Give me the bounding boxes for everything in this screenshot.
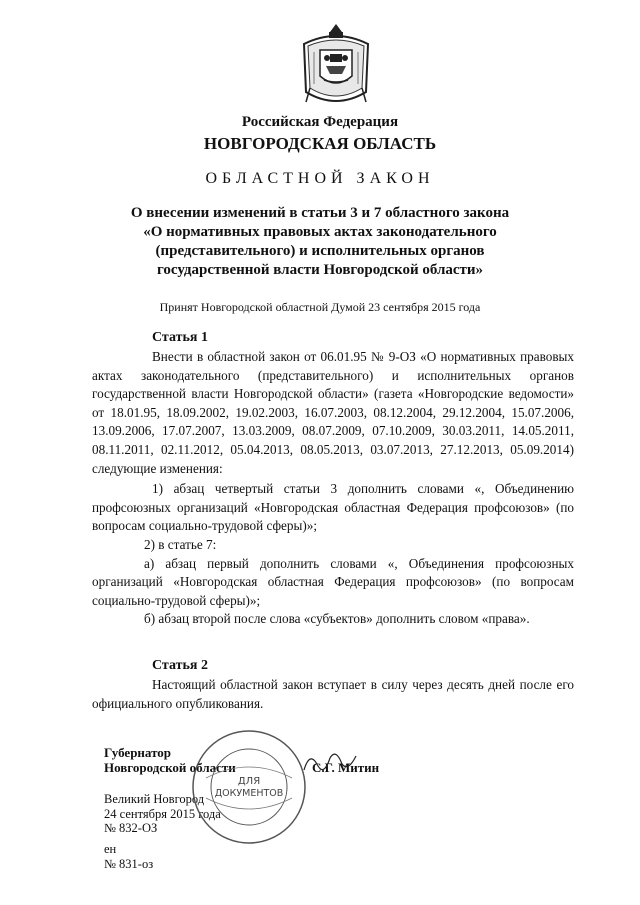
article-1-body [92,348,574,629]
title-line: О внесении изменений в статьи 3 и 7 областного закона [130,205,510,221]
article-2-body [92,676,574,713]
article-1-heading: Статья 1 [152,330,208,345]
footer-city: Великий Новгород [104,792,205,806]
signature-role-line: Новгородской области [104,760,236,775]
article-2-text: Настоящий областной закон вступает в силу через десять дней после его официального опубликования. [92,677,574,711]
article-1-item-1: 1) абзац четвертый статьи 3 дополнить словами «, Объединению профсоюзных организаций «Новгородская областная Федерация профсоюзов» (по вопросам социально-трудовой сферы)»; [92,481,574,534]
article-2-heading: Статья 2 [152,658,208,673]
footer-initials: ен [104,842,117,856]
title-line: государственной власти Новгородской области» [156,262,484,278]
article-1-item-2b: б) абзац второй после слова «субъектов» дополнить словом «права». [144,611,530,627]
law-title [90,204,550,280]
handwritten-signature-icon [300,748,360,776]
footer-number: № 832-ОЗ [104,821,158,835]
article-1-item-2a: а) абзац первый дополнить словами «, Объединения профсоюзных организаций «Новгородская областная Федерация профсоюзов» (по вопросам социально-трудовой сферы)»; [92,555,574,608]
signature-name: С.Г. Митин [312,760,380,775]
footer-reg-number: № 831-оз [104,856,154,871]
adoption-note: Принят Новгородской областной Думой 23 сентября 2015 года [159,300,481,314]
article-1-intro: Внести в областной закон от 06.01.95 № 9-ОЗ «О нормативных правовых актах законодательного (представительного) и исполнительных органов государственной власти Новгородской области» (газета «Новгородские ведомости» от 18.01.95, 18.09.2002, 19.02.2003, 16.07.2003, 08.12.2004, 29.12.2004, 15.07.2006, 13.09.2006, 17.07.2007, 13.03.2009, 08.07.2009, 07.10.2009, 30.03.2011, 14.05.2011, 08.11.2011, 02.11.2012, 05.04.2013, 08.05.2013, 03.07.2013, 27.12.2013, 05.09.2014) следующие изменения: [92,349,574,476]
title-line: «О нормативных правовых актах законодательного [143,224,497,240]
footer-registration [104,842,153,871]
federation-heading: Российская Федерация [241,114,399,130]
stamp-text-line: ДОКУМЕНТОВ [214,788,284,799]
coat-of-arms-icon [296,22,376,112]
title-line: (представительного) и исполнительных органов [155,243,485,259]
region-heading: НОВГОРОДСКАЯ ОБЛАСТЬ [203,134,437,153]
doc-type-heading: ОБЛАСТНОЙ ЗАКОН [205,170,435,187]
footer-date: 24 сентября 2015 года [104,806,221,821]
signature-role-line: Губернатор [104,745,172,760]
article-1-item-2: 2) в статье 7: [144,536,217,552]
official-stamp-icon [190,728,308,846]
stamp-text-line: ДЛЯ [237,776,261,787]
